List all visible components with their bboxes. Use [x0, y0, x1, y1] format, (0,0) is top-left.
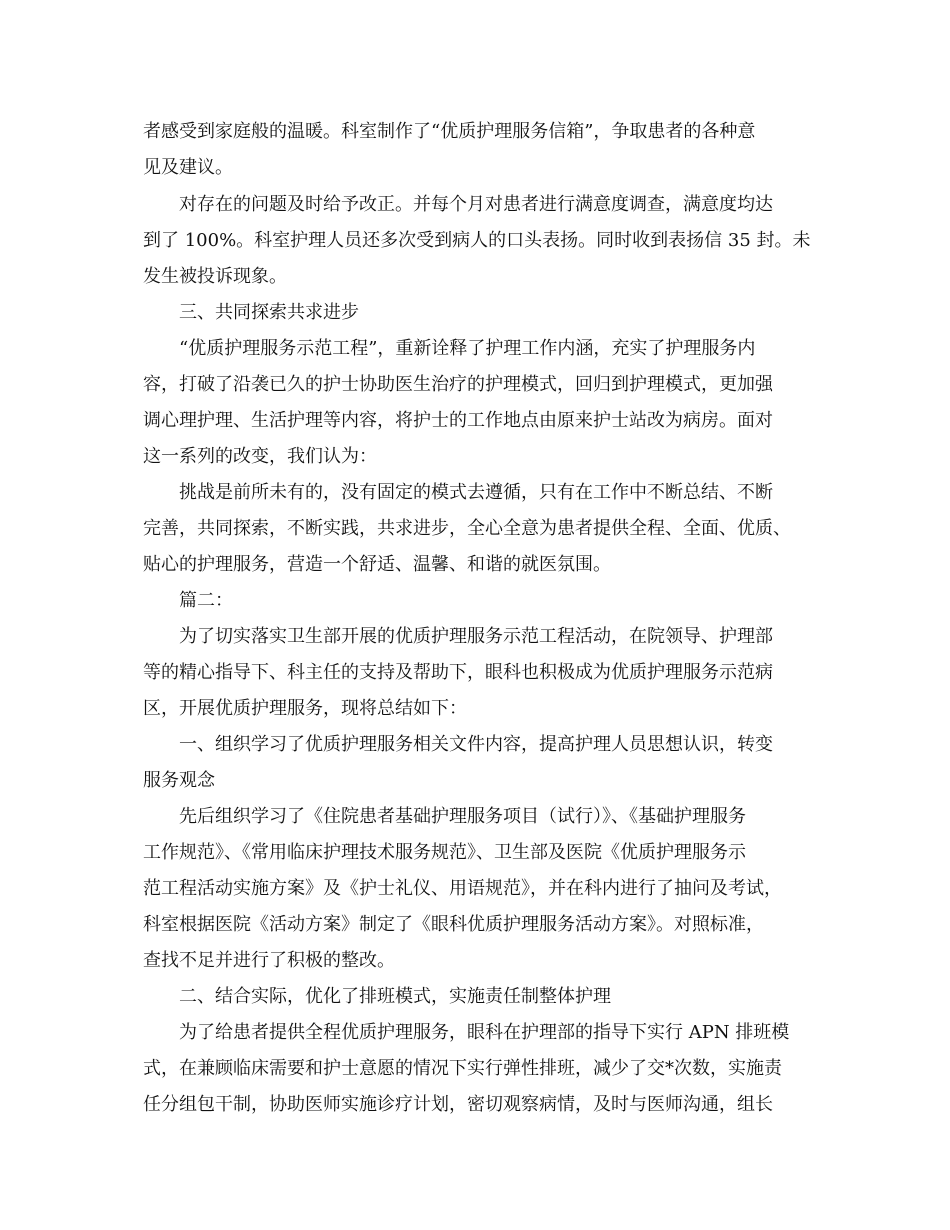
- text-line: 到了 100%。科室护理人员还多次受到病人的口头表扬。同时收到表扬信 35 封。未: [143, 230, 811, 251]
- section-heading: 一、组织学习了优质护理服务相关文件内容，提高护理人员思想认识，转变: [179, 734, 773, 755]
- section-heading: 二、结合实际，优化了排班模式，实施责任制整体护理: [179, 986, 611, 1007]
- text-line: 式，在兼顾临床需要和护士意愿的情况下实行弹性排班，减少了交*次数，实施责: [143, 1058, 782, 1079]
- text-line: 挑战是前所未有的，没有固定的模式去遵循，只有在工作中不断总结、不断: [179, 482, 773, 503]
- text-line: 为了给患者提供全程优质护理服务，眼科在护理部的指导下实行 APN 排班模: [179, 1022, 790, 1043]
- text-line: 这一系列的改变，我们认为：: [143, 446, 377, 467]
- text-line: 发生被投诉现象。: [143, 266, 287, 287]
- text-line: 等的精心指导下、科主任的支持及帮助下，眼科也积极成为优质护理服务示范病: [143, 662, 773, 683]
- text-line: 见及建议。: [143, 157, 233, 178]
- text-line: 调心理护理、生活护理等内容，将护士的工作地点由原来护士站改为病房。面对: [143, 410, 773, 431]
- text-line: 科室根据医院《活动方案》制定了《眼科优质护理服务活动方案》。对照标准，: [143, 914, 764, 935]
- text-line: 完善，共同探索，不断实践，共求进步，全心全意为患者提供全程、全面、优质、: [143, 518, 791, 539]
- text-line: 贴心的护理服务，营造一个舒适、温馨、和谐的就医氛围。: [143, 554, 611, 575]
- text-line: 对存在的问题及时给予改正。并每个月对患者进行满意度调查，满意度均达: [179, 194, 773, 215]
- text-line: “优质护理服务示范工程”，重新诠释了护理工作内涵，充实了护理服务内: [179, 338, 756, 359]
- text-line: 容，打破了沿袭已久的护士协助医生治疗的护理模式，回归到护理模式，更加强: [143, 374, 773, 395]
- text-line: 先后组织学习了《住院患者基础护理服务项目（试行）》、《基础护理服务: [179, 806, 746, 827]
- text-line: 任分组包干制，协助医师实施诊疗计划，密切观察病情，及时与医师沟通，组长: [143, 1094, 773, 1115]
- text-line: 区，开展优质护理服务，现将总结如下：: [143, 698, 467, 719]
- text-line: 者感受到家庭般的温暖。科室制作了“优质护理服务信箱”，争取患者的各种意: [143, 121, 756, 142]
- text-line: 查找不足并进行了积极的整改。: [143, 950, 395, 971]
- section-heading: 服务观念: [143, 770, 215, 791]
- section-heading: 三、共同探索共求进步: [179, 302, 359, 323]
- text-line: 工作规范》、《常用临床护理技术服务规范》、卫生部及医院《优质护理服务示: [143, 842, 746, 863]
- text-line: 为了切实落实卫生部开展的优质护理服务示范工程活动，在院领导、护理部: [179, 626, 773, 647]
- text-line: 范工程活动实施方案》及《护士礼仪、用语规范》，并在科内进行了抽问及考试，: [143, 878, 782, 899]
- section-heading: 篇二：: [179, 590, 233, 611]
